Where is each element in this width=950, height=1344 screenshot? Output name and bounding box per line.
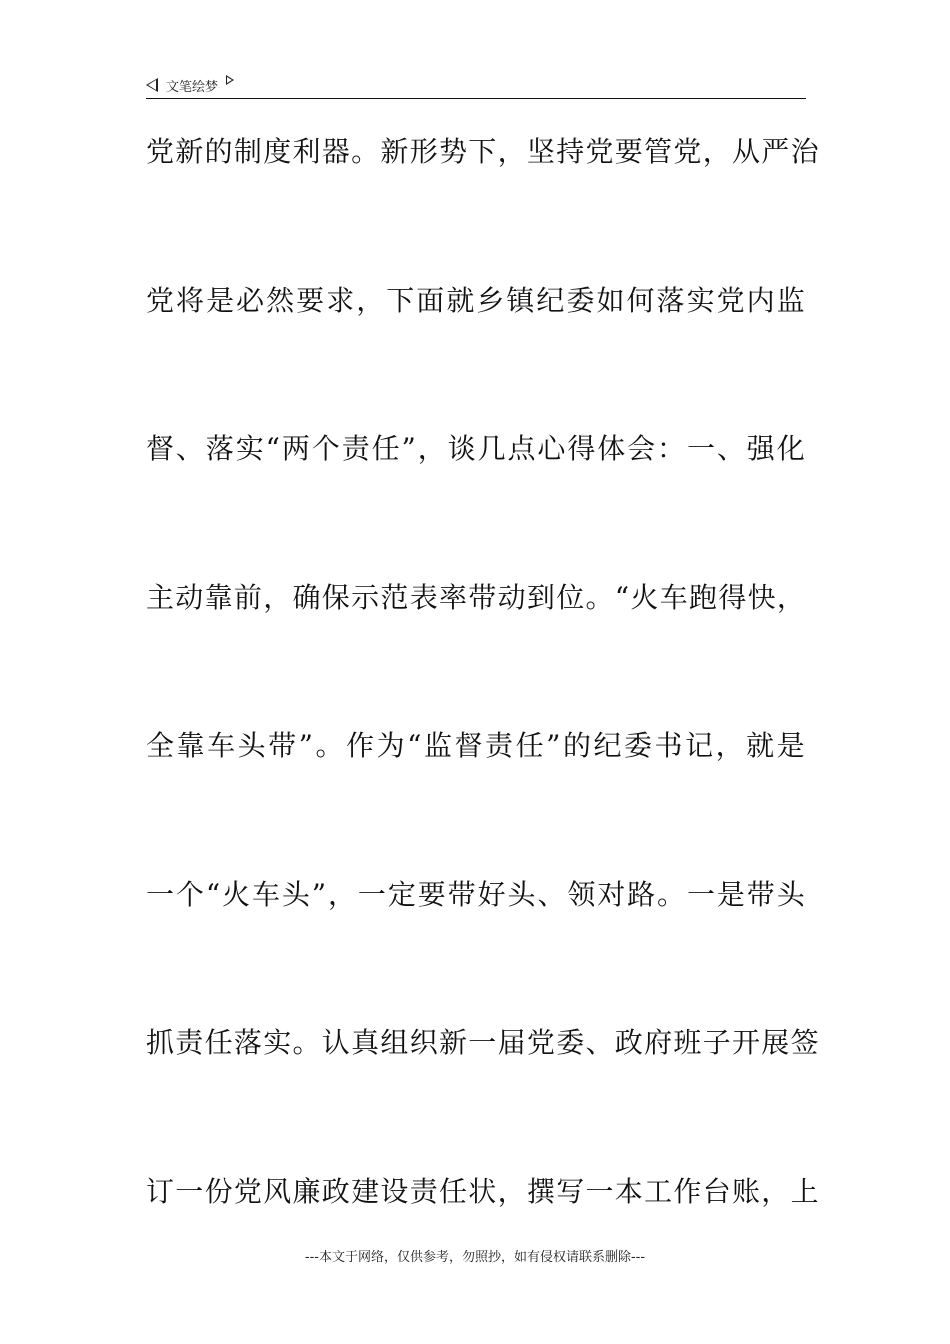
body-line: 主动靠前，确保示范表率带动到位。“火车跑得快，: [146, 580, 807, 614]
footer-disclaimer: ---本文于网络，仅供参考，勿照抄，如有侵权请联系删除---: [304, 1250, 646, 1265]
body-line: 订一份党风廉政建设责任状，撰写一本工作台账，上: [146, 1174, 820, 1208]
body-line: 抓责任落实。认真组织新一届党委、政府班子开展签: [146, 1026, 820, 1059]
body-line: 全靠车头带”。作为“监督责任”的纪委书记，就是: [146, 729, 806, 762]
body-text: [146, 130, 820, 1318]
body-line: 督、落实“两个责任”，谈几点心得体会：一、强化: [146, 432, 806, 465]
triangle-left-icon: [146, 78, 158, 92]
triangle-right-icon: [226, 75, 234, 85]
header-rule: [146, 98, 806, 99]
body-line: 一个“火车头”，一定要带好头、领对路。一是带头: [146, 877, 806, 911]
body-line: 党将是必然要求，下面就乡镇纪委如何落实党内监: [146, 283, 806, 317]
page-header: [146, 72, 234, 98]
header-title: 文笔绘梦: [166, 79, 219, 95]
body-line: 党新的制度利器。新形势下，坚持党要管党，从严治: [146, 135, 820, 168]
